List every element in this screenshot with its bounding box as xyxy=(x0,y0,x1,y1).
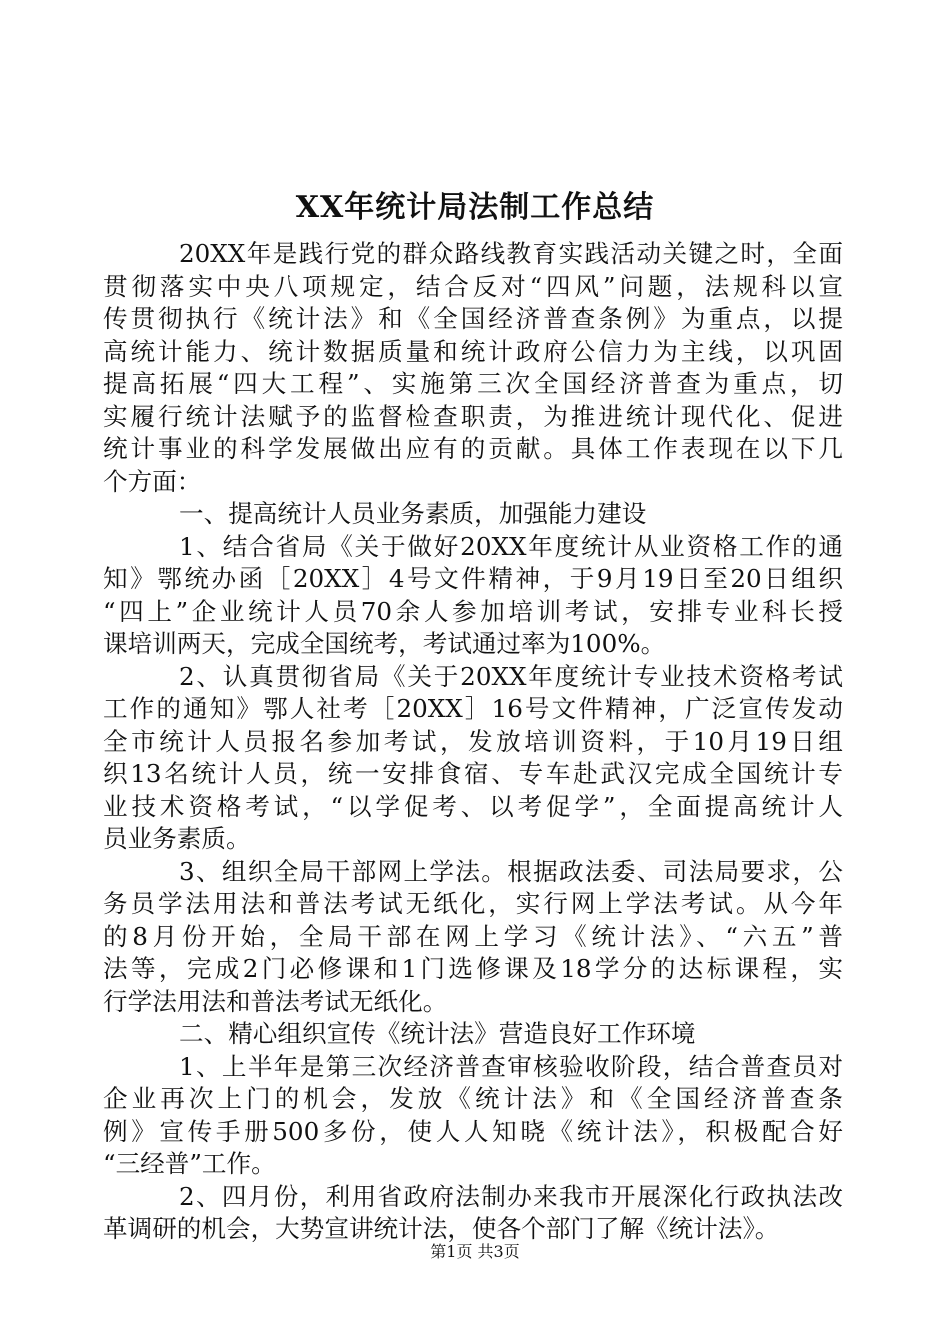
paragraph-line: 法等，完成2门必修课和1门选修课及18学分的达标课程，实 xyxy=(103,954,843,983)
paragraph-line: 课培训两天，完成全国统考，考试通过率为100%。 xyxy=(103,629,666,658)
paragraph-line: 知》鄂统办函［20XX］4号文件精神，于9月19日至20日组织 xyxy=(103,564,843,593)
paragraph xyxy=(103,498,843,531)
paragraph-line: 实履行统计法赋予的监督检查职责，为推进统计现代化、促进 xyxy=(103,401,843,431)
paragraph-line: 务员学法用法和普法考试无纸化，实行网上学法考试。从今年 xyxy=(103,889,843,918)
paragraph-line: “三经普”工作。 xyxy=(103,1149,276,1178)
paragraph-line: 二、精心组织宣传《统计法》营造良好工作环境 xyxy=(179,1019,696,1048)
paragraph-line: 1、结合省局《关于做好20XX年度统计从业资格工作的通 xyxy=(179,531,843,561)
paragraph-line: 贯彻落实中央八项规定，结合反对“四风”问题，法规科以宣 xyxy=(103,271,843,301)
paragraph-line: 一、提高统计人员业务素质，加强能力建设 xyxy=(179,499,647,528)
paragraph-line: 企业再次上门的机会，发放《统计法》和《全国经济普查条 xyxy=(103,1084,843,1113)
paragraph-line: 20XX年是践行党的群众路线教育实践活动关键之时，全面 xyxy=(179,239,843,268)
paragraph xyxy=(103,1181,843,1246)
paragraph-line: 提高拓展“四大工程”、实施第三次全国经济普查为重点，切 xyxy=(103,369,843,398)
paragraph-line: 织13名统计人员，统一安排食宿、专车赴武汉完成全国统计专 xyxy=(103,759,843,788)
document-title: XX年统计局法制工作总结 xyxy=(295,190,655,225)
paragraph xyxy=(103,1018,843,1051)
paragraph-line: 个方面： xyxy=(103,466,202,496)
document-body xyxy=(103,238,843,1246)
paragraph-line: 的8月份开始，全局干部在网上学习《统计法》、“六五”普 xyxy=(103,921,843,951)
paragraph-line: 例》宣传手册500多份，使人人知晓《统计法》，积极配合好 xyxy=(103,1116,843,1146)
paragraph-line: 高统计能力、统计数据质量和统计政府公信力为主线，以巩固 xyxy=(103,336,843,366)
paragraph-line: 业技术资格考试，“以学促考、以考促学”，全面提高统计人 xyxy=(103,791,843,821)
paragraph-line: 工作的通知》鄂人社考［20XX］16号文件精神，广泛宣传发动 xyxy=(103,694,843,723)
paragraph-line: 革调研的机会，大势宣讲统计法，使各个部门了解《统计法》。 xyxy=(103,1214,780,1243)
page-footer: 第1页 共3页 xyxy=(430,1242,520,1261)
paragraph xyxy=(103,238,843,498)
paragraph xyxy=(103,531,843,661)
paragraph xyxy=(103,856,843,1019)
paragraph-line: 统计事业的科学发展做出应有的贡献。具体工作表现在以下几 xyxy=(103,434,843,463)
paragraph-line: 3、组织全局干部网上学法。根据政法委、司法局要求，公 xyxy=(179,856,843,886)
paragraph-line: 2、认真贯彻省局《关于20XX年度统计专业技术资格考试 xyxy=(179,661,843,691)
paragraph-line: 2、四月份，利用省政府法制办来我市开展深化行政执法改 xyxy=(179,1181,843,1211)
paragraph-line: 员业务素质。 xyxy=(103,824,251,853)
paragraph-line: 1、上半年是第三次经济普查审核验收阶段，结合普查员对 xyxy=(179,1051,843,1081)
paragraph-line: 传贯彻执行《统计法》和《全国经济普查条例》为重点，以提 xyxy=(103,304,843,333)
paragraph xyxy=(103,661,843,856)
paragraph-line: 全市统计人员报名参加考试，发放培训资料，于10月19日组 xyxy=(103,726,843,756)
paragraph-line: “四上”企业统计人员70余人参加培训考试，安排专业科长授 xyxy=(103,596,843,626)
paragraph-line: 行学法用法和普法考试无纸化。 xyxy=(103,986,448,1016)
paragraph xyxy=(103,1051,843,1181)
